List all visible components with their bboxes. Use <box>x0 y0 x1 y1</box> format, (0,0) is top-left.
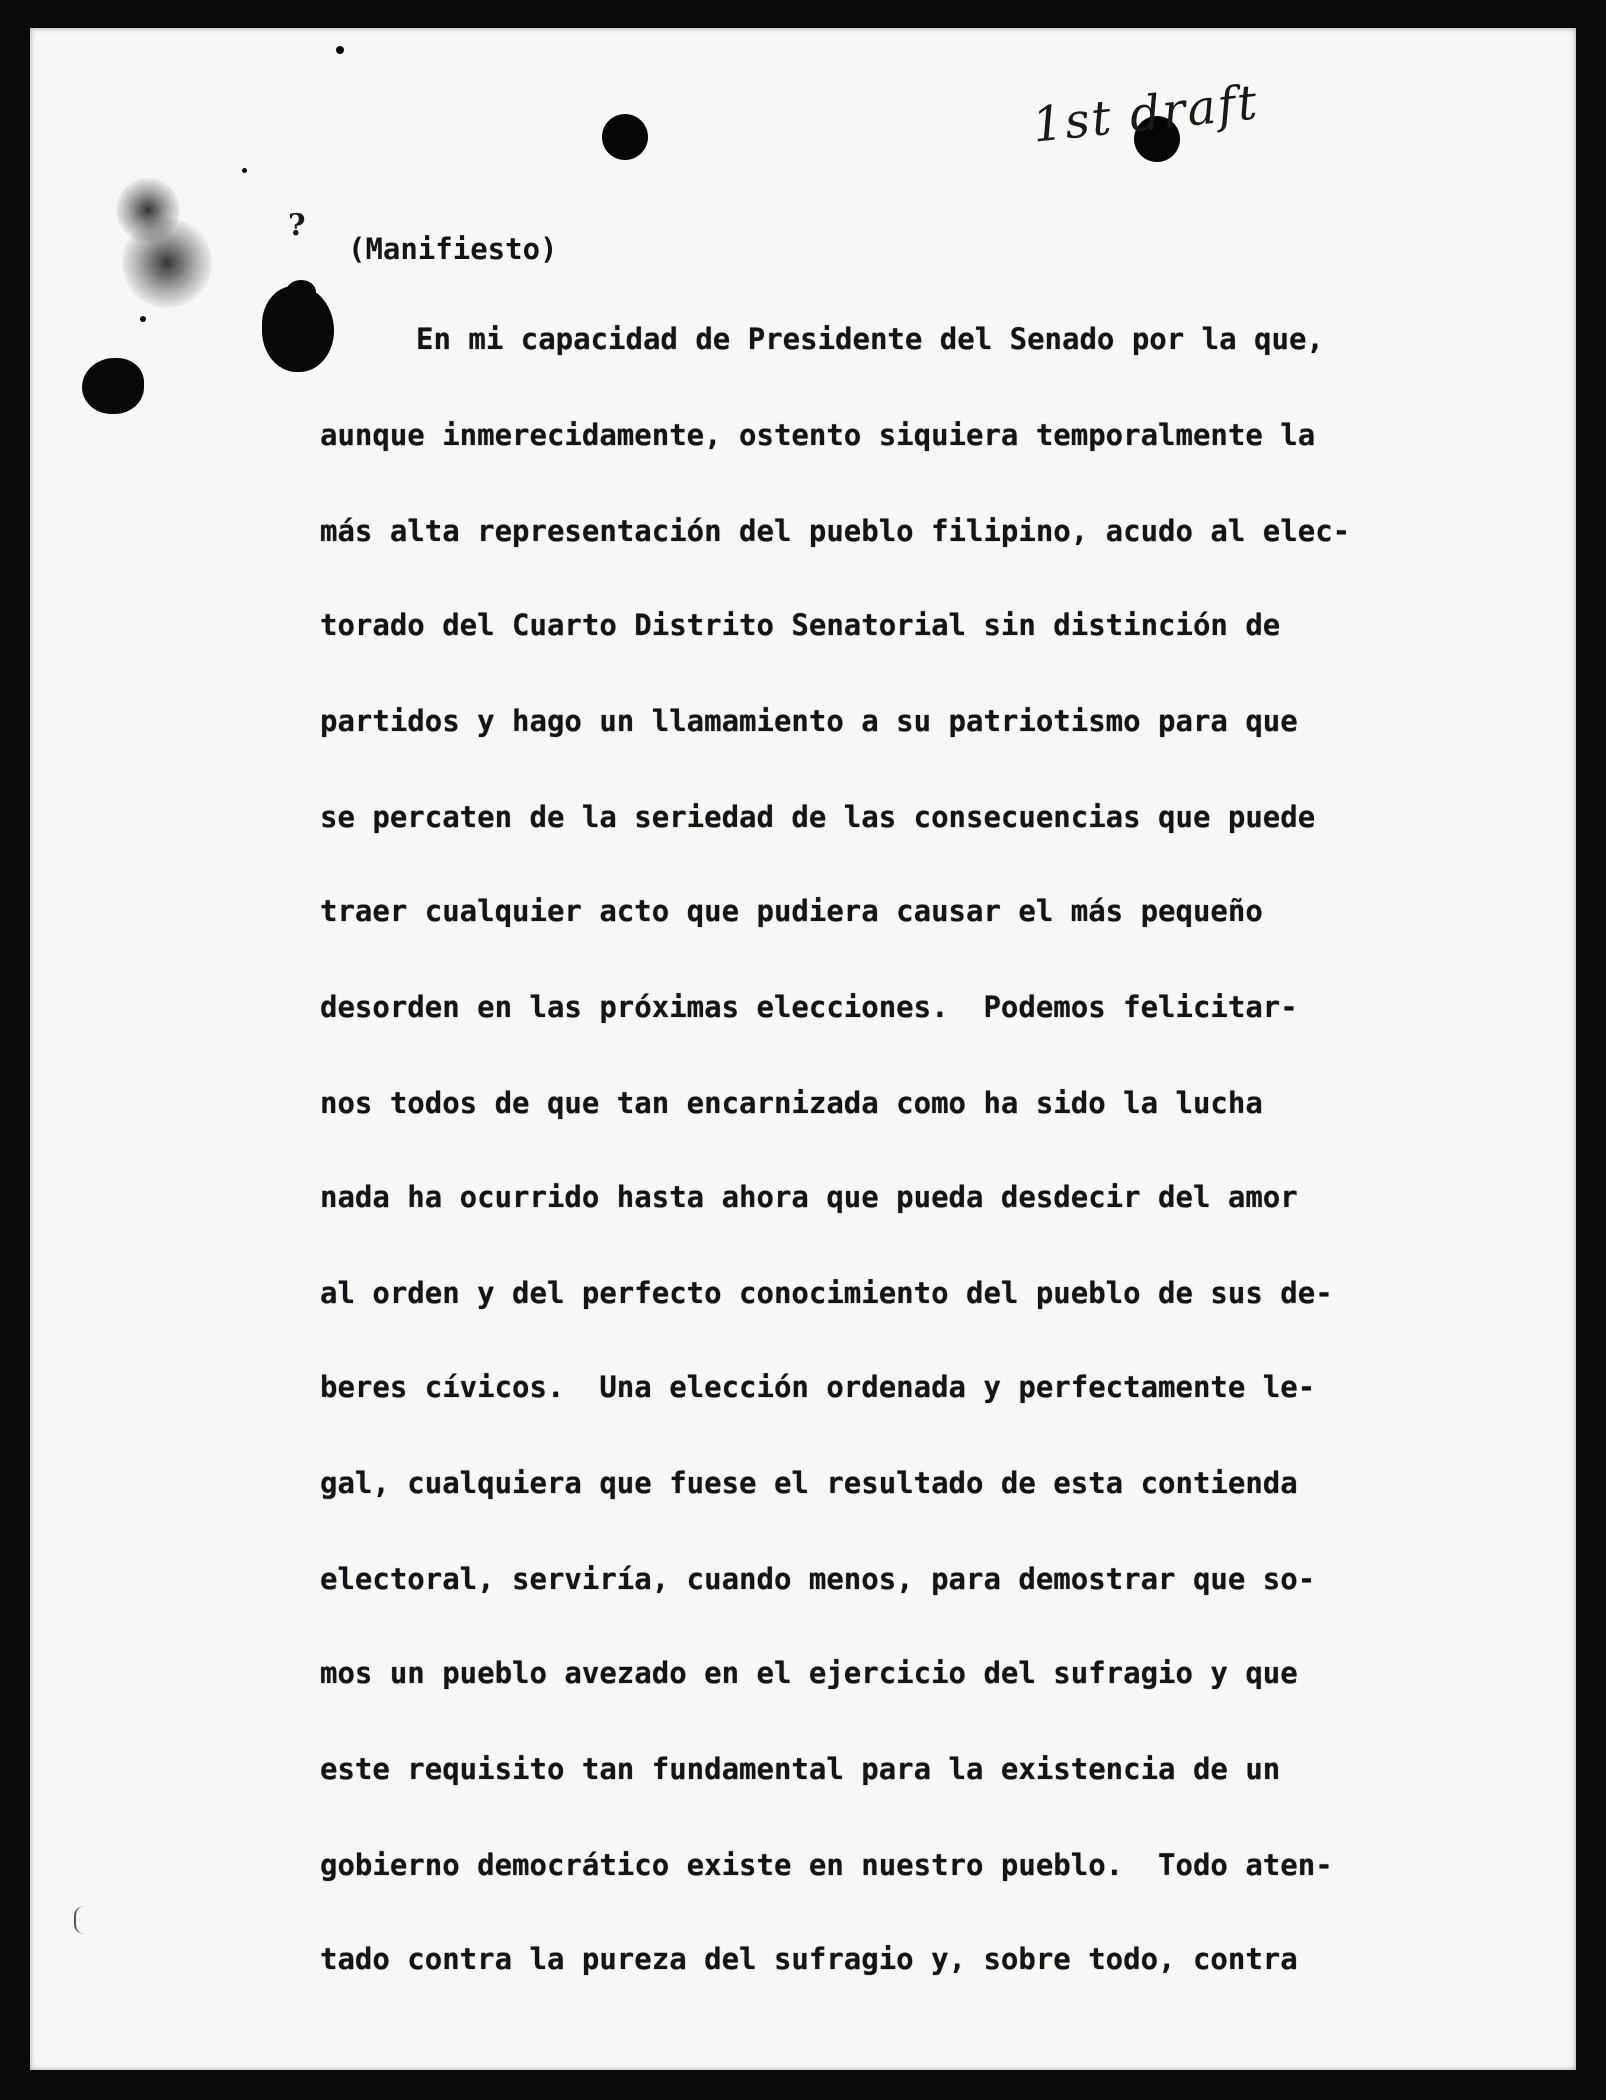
ink-speck <box>242 168 247 173</box>
body-line: beres cívicos. Una elección ordenada y perfectamente le- <box>320 1370 1316 1404</box>
ink-blot-left <box>82 358 144 414</box>
body-line: En mi capacidad de Presidente del Senado por la que, <box>416 322 1324 356</box>
body-line: partidos y hago un llamamiento a su patriotismo para que <box>320 704 1298 738</box>
body-line: este requisito tan fundamental para la existencia de un <box>320 1752 1281 1786</box>
body-line: al orden y del perfecto conocimiento del pueblo de sus de- <box>320 1276 1333 1310</box>
body-line: nada ha ocurrido hasta ahora que pueda desdecir del amor <box>320 1180 1298 1214</box>
body-line: gobierno democrático existe en nuestro pueblo. Todo aten- <box>320 1848 1333 1882</box>
margin-mark <box>74 1906 86 1934</box>
body-line: más alta representación del pueblo filipino, acudo al elec- <box>320 514 1351 548</box>
body-line: traer cualquier acto que pudiera causar el más pequeño <box>320 894 1263 928</box>
body-line: se percaten de la seriedad de las consecuencias que puede <box>320 800 1316 834</box>
ink-speck <box>336 46 344 54</box>
body-line: nos todos de que tan encarnizada como ha sido la lucha <box>320 1086 1263 1120</box>
body-line: mos un pueblo avezado en el ejercicio del sufragio y que <box>320 1656 1298 1690</box>
punch-hole-left <box>602 114 648 160</box>
body-line: electoral, serviría, cuando menos, para demostrar que so- <box>320 1562 1316 1596</box>
margin-question-mark: ? <box>288 208 306 243</box>
body-line: gal, cualquiera que fuese el resultado de esta contienda <box>320 1466 1298 1500</box>
ink-speck <box>140 316 146 322</box>
body-line: tado contra la pureza del sufragio y, sobre todo, contra <box>320 1942 1298 1976</box>
body-line: desorden en las próximas elecciones. Podemos felicitar- <box>320 990 1298 1024</box>
smudge-middle <box>122 218 212 308</box>
handwritten-note: 1st draft <box>1029 74 1262 154</box>
document-heading: (Manifiesto) <box>348 232 558 266</box>
ink-blot-small <box>286 280 316 304</box>
typewritten-page <box>30 28 1576 2070</box>
body-line: aunque inmerecidamente, ostento siquiera temporalmente la <box>320 418 1316 452</box>
body-line: torado del Cuarto Distrito Senatorial sin distinción de <box>320 608 1281 642</box>
